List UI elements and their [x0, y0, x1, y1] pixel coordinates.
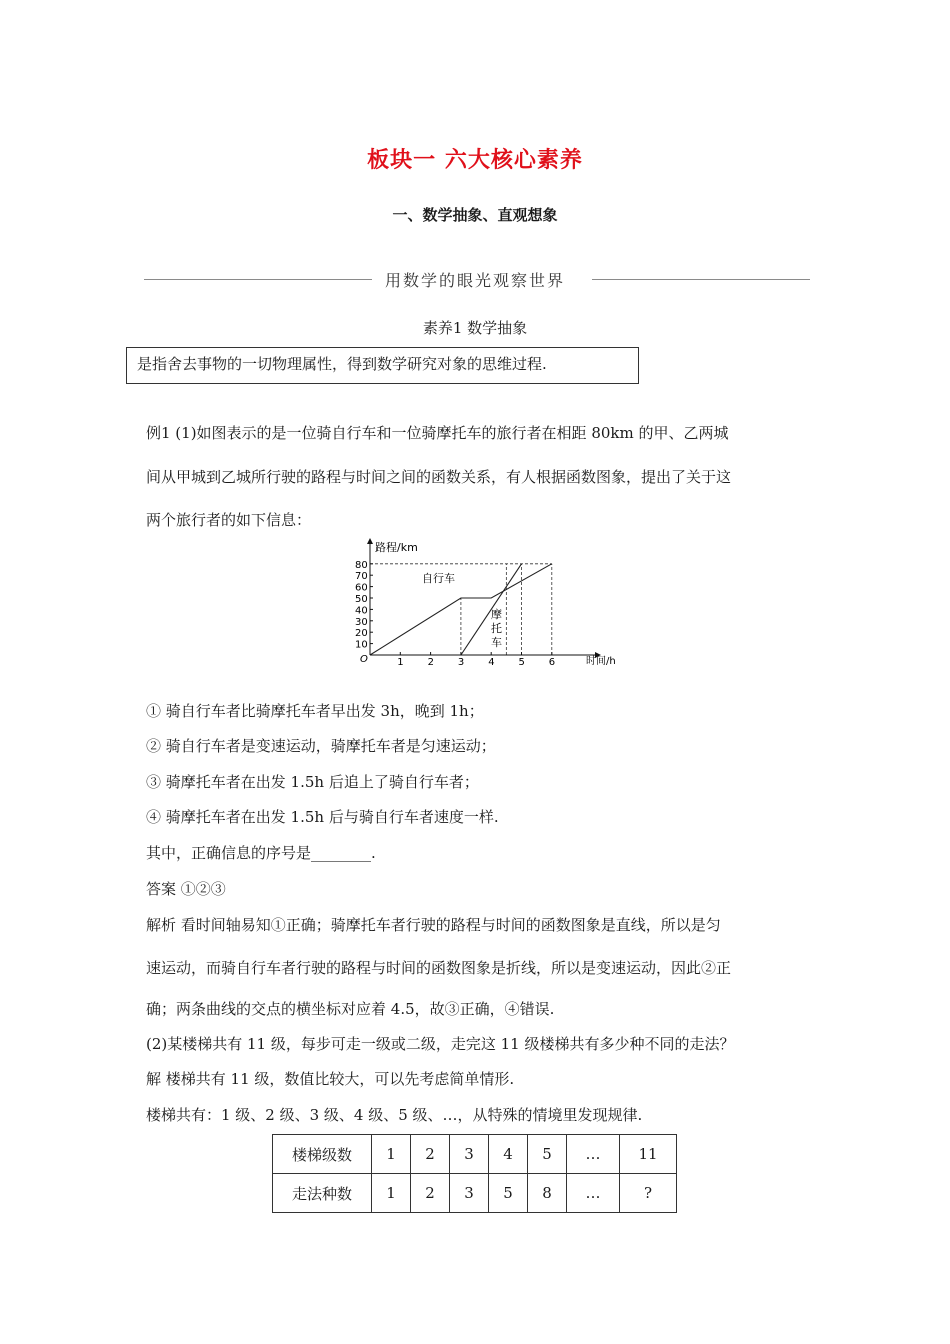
table-row-ways [273, 1174, 677, 1213]
y-tick-label: 70 [355, 571, 368, 583]
definition-box: 是指舍去事物的一切物理属性，得到数学研究对象的思维过程. [126, 347, 639, 384]
series-label-motorcycle-char: 摩 [491, 608, 502, 621]
x-tick-label: 4 [488, 657, 495, 668]
option-1: ① 骑自行车者比骑摩托车者早出发 3h，晚到 1h； [146, 702, 484, 720]
y-tick-label: 60 [355, 582, 368, 594]
part2-question: (2)某楼梯共有 11 级，每步可走一级或二级，走完这 11 级楼梯共有多少种不同的走法？ [146, 1035, 735, 1053]
series-label-motorcycle-char: 车 [491, 636, 502, 649]
example-line-1: 例1 (1)如图表示的是一位骑自行车和一位骑摩托车的旅行者在相距 80km 的甲、乙两城 [146, 424, 729, 442]
x-tick-label: 1 [397, 657, 404, 668]
part2-enumerate: 楼梯共有：1 级、2 级、3 级、4 级、5 级、…，从特殊的情境里发现规律. [146, 1106, 643, 1124]
x-axis-label: 时间/h [586, 656, 616, 667]
x-tick-label: 5 [518, 657, 525, 668]
series-label-motorcycle-char: 托 [491, 622, 502, 635]
table-cell: ? [620, 1174, 677, 1213]
banner-text: 用数学的眼光观察世界 [384, 271, 565, 290]
table-cell: 1 [372, 1135, 411, 1174]
table-cell: 2 [411, 1135, 450, 1174]
origin-label: O [360, 654, 368, 665]
table-cell: 11 [620, 1135, 677, 1174]
table-cell: … [567, 1174, 620, 1213]
page-subtitle: 一、数学抽象、直观想象 [392, 206, 558, 224]
y-tick-label: 40 [355, 605, 368, 617]
y-tick-label: 30 [355, 616, 368, 628]
chart-dashed-lines [370, 564, 552, 655]
stairs-table [272, 1134, 677, 1213]
table-cell: … [567, 1135, 620, 1174]
example-line-3: 两个旅行者的如下信息： [146, 511, 312, 529]
y-tick-label: 10 [355, 639, 368, 651]
distance-time-chart [330, 536, 616, 672]
x-tick-label: 6 [548, 657, 556, 668]
table-cell: 1 [372, 1174, 411, 1213]
table-cell: 2 [411, 1174, 450, 1213]
series-label-motorcycle [491, 607, 502, 649]
section-heading: 素养1 数学抽象 [422, 319, 528, 337]
table-cell: 3 [450, 1174, 489, 1213]
option-4: ④ 骑摩托车者在出发 1.5h 后与骑自行车者速度一样. [146, 808, 499, 826]
y-tick-label: 50 [355, 594, 368, 605]
analysis-line-3: 确；两条曲线的交点的横坐标对应着 4.5，故③正确，④错误. [146, 1000, 555, 1018]
table-cell: 4 [489, 1135, 528, 1174]
table-cell: 5 [528, 1135, 567, 1174]
x-tick-label: 2 [427, 657, 434, 668]
y-axis-label: 路程/km [375, 541, 418, 554]
y-tick-label: 80 [355, 559, 368, 571]
y-axis-arrow-icon [367, 538, 373, 544]
table-cell: 8 [528, 1174, 567, 1213]
analysis-line-2: 速运动，而骑自行车者行驶的路程与时间的函数图象是折线，所以是变速运动，因此②正 [146, 959, 732, 977]
question-line: 其中，正确信息的序号是________. [146, 844, 376, 862]
chart-tick-labels [355, 560, 555, 668]
series-label-bicycle: 自行车 [422, 572, 455, 585]
table-row-steps [273, 1135, 677, 1174]
example-line-2: 间从甲城到乙城所行驶的路程与时间之间的函数关系，有人根据函数图象，提出了关于这 [146, 468, 732, 486]
table-cell: 3 [450, 1135, 489, 1174]
part2-solution: 解 楼梯共有 11 级，数值比较大，可以先考虑简单情形. [146, 1070, 515, 1088]
x-tick-label: 3 [457, 657, 465, 668]
page-title: 板块一 六大核心素养 [367, 148, 583, 173]
table-cell: 走法种数 [273, 1174, 372, 1213]
analysis-line-1: 解析 看时间轴易知①正确；骑摩托车者行驶的路程与时间的函数图象是直线，所以是匀 [146, 916, 721, 934]
table-cell: 5 [489, 1174, 528, 1213]
table-cell: 楼梯级数 [273, 1135, 372, 1174]
answer-line: 答案 ①②③ [146, 880, 226, 898]
option-3: ③ 骑摩托车者在出发 1.5h 后追上了骑自行车者； [146, 773, 479, 791]
y-tick-label: 20 [355, 628, 368, 640]
option-2: ② 骑自行车者是变速运动，骑摩托车者是匀速运动； [146, 737, 496, 755]
